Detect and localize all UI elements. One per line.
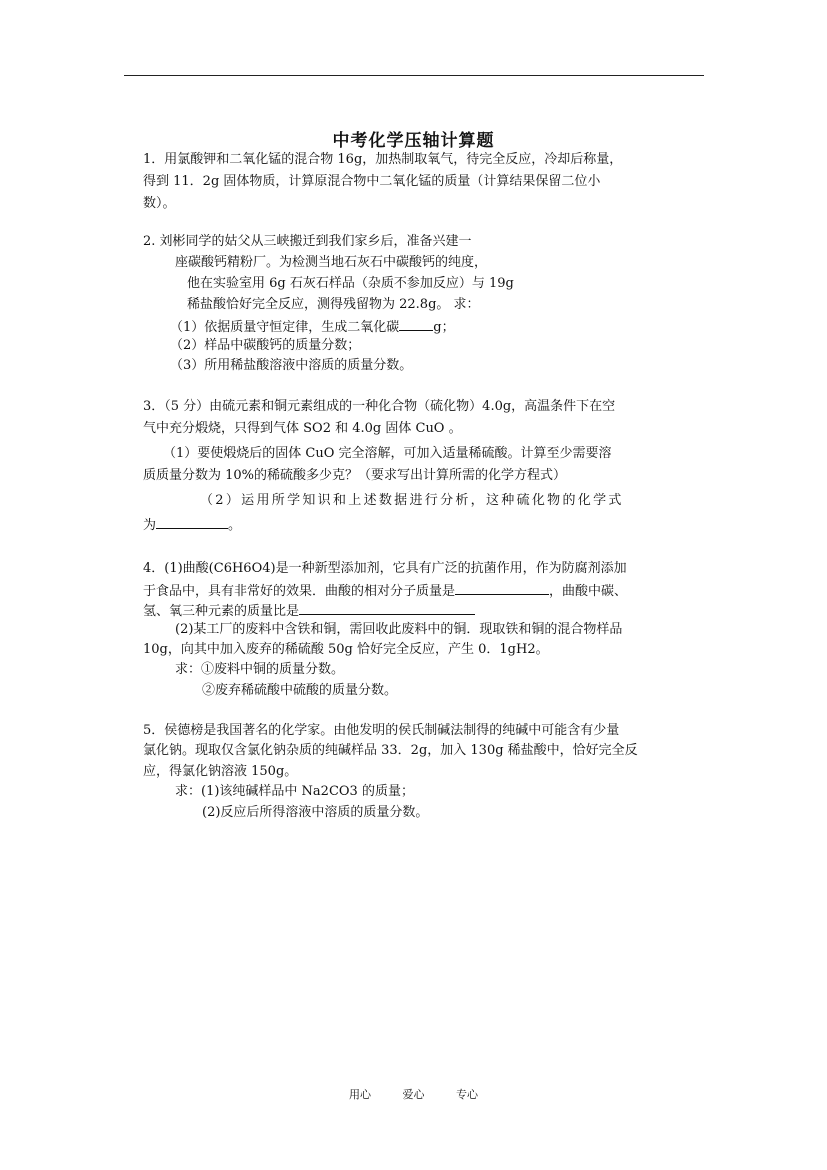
q3-line-1: 3．（5 分）由硫元素和铜元素组成的一种化合物（硫化物）4.0g，高温条件下在空 — [143, 399, 616, 414]
q1-line-1: 1．用氯酸钾和二氧化锰的混合物 16g，加热制取氧气，待完全反应，冷却后称量， — [143, 152, 623, 167]
q4-line-2-text: 于食品中，具有非常好的效果．曲酸的相对分子质量是 — [143, 584, 456, 599]
q4-ratio-blank — [299, 601, 475, 615]
page-footer — [0, 1086, 827, 1102]
q1-line-3: 数）。 — [143, 196, 176, 211]
footer-text-2: 爱心 — [402, 1088, 425, 1101]
q2-line-6: （2）样品中碳酸钙的质量分数； — [170, 338, 361, 353]
q3-answer-blank — [156, 515, 228, 529]
q1-line-2: 得到 11．2g 固体物质，计算原混合物中二氧化锰的质量（计算结果保留二位小 — [143, 174, 601, 189]
q3-line-3: （1）要使煅烧后的固体 CuO 完全溶解，可加入适量稀硫酸。计算至少需要溶 — [163, 446, 612, 461]
footer-text-1: 用心 — [349, 1088, 371, 1101]
q3-part2-suffix: 。 — [228, 518, 242, 533]
q4-line-1: 4．(1)曲酸(C6H6O4)是一种新型添加剂，它具有广泛的抗菌作用，作为防腐剂添加 — [143, 561, 627, 576]
q4-mass-blank — [455, 581, 549, 595]
q5-line-5: (2)反应后所得溶液中溶质的质量分数。 — [202, 805, 429, 820]
q2-line-1: 2. 刘彬同学的姑父从三峡搬迁到我们家乡后，准备兴建一 — [143, 234, 472, 249]
q3-line-4: 质质量分数为 10%的稀硫酸多少克？（要求写出计算所需的化学方程式） — [143, 468, 567, 483]
q5-line-3: 应，得氯化钠溶液 150g。 — [143, 764, 298, 779]
q3-part2-prefix: 为 — [143, 518, 157, 533]
q4-line-2-tail: ，曲酸中碳、 — [549, 584, 628, 599]
q2-part1-unit: g； — [433, 320, 455, 335]
q2-answer-blank — [399, 317, 433, 331]
q2-part1-text: （1）依据质量守恒定律，生成二氧化碳 — [170, 320, 400, 335]
q2-line-5 — [170, 317, 455, 336]
q4-line-3-text: 氢、氧三种元素的质量比是 — [143, 604, 300, 619]
q4-line-5: 10g，向其中加入废弃的稀硫酸 50g 恰好完全反应，产生 0．1gH2。 — [143, 642, 549, 657]
q2-line-2: 座碳酸钙精粉厂。为检测当地石灰石中碳酸钙的纯度， — [175, 255, 488, 270]
q3-line-5: （2）运用所学知识和上述数据进行分析，这种硫化物的化学式 — [200, 493, 624, 508]
q4-line-7: ②废弃稀硫酸中硫酸的质量分数。 — [202, 683, 398, 698]
q2-line-4: 稀盐酸恰好完全反应，测得残留物为 22.8g。 求： — [187, 297, 480, 312]
q4-line-6: 求：①废料中铜的质量分数。 — [175, 662, 345, 677]
page-title: 中考化学压轴计算题 — [332, 131, 495, 151]
q2-line-3: 他在实验室用 6g 石灰石样品（杂质不参加反应）与 19g — [187, 276, 514, 291]
q3-line-6 — [143, 515, 241, 534]
q2-line-7: （3）所用稀盐酸溶液中溶质的质量分数。 — [170, 358, 413, 373]
q4-line-2 — [143, 581, 627, 600]
q5-line-1: 5．侯德榜是我国著名的化学家。由他发明的侯氏制碱法制得的纯碱中可能含有少量 — [143, 723, 620, 738]
header-rule — [124, 75, 704, 76]
q5-line-4: 求：(1)该纯碱样品中 Na2CO3 的质量； — [175, 784, 414, 799]
q4-line-4: (2)某工厂的废料中含铁和铜，需回收此废料中的铜．现取铁和铜的混合物样品 — [175, 622, 623, 637]
q4-line-3 — [143, 601, 475, 620]
q3-line-2: 气中充分煅烧，只得到气体 SO2 和 4.0g 固体 CuO 。 — [143, 421, 462, 436]
q5-line-2: 氯化钠。现取仅含氯化钠杂质的纯碱样品 33．2g，加入 130g 稀盐酸中，恰好完全反 — [143, 743, 638, 758]
footer-text-3: 专心 — [456, 1088, 478, 1101]
